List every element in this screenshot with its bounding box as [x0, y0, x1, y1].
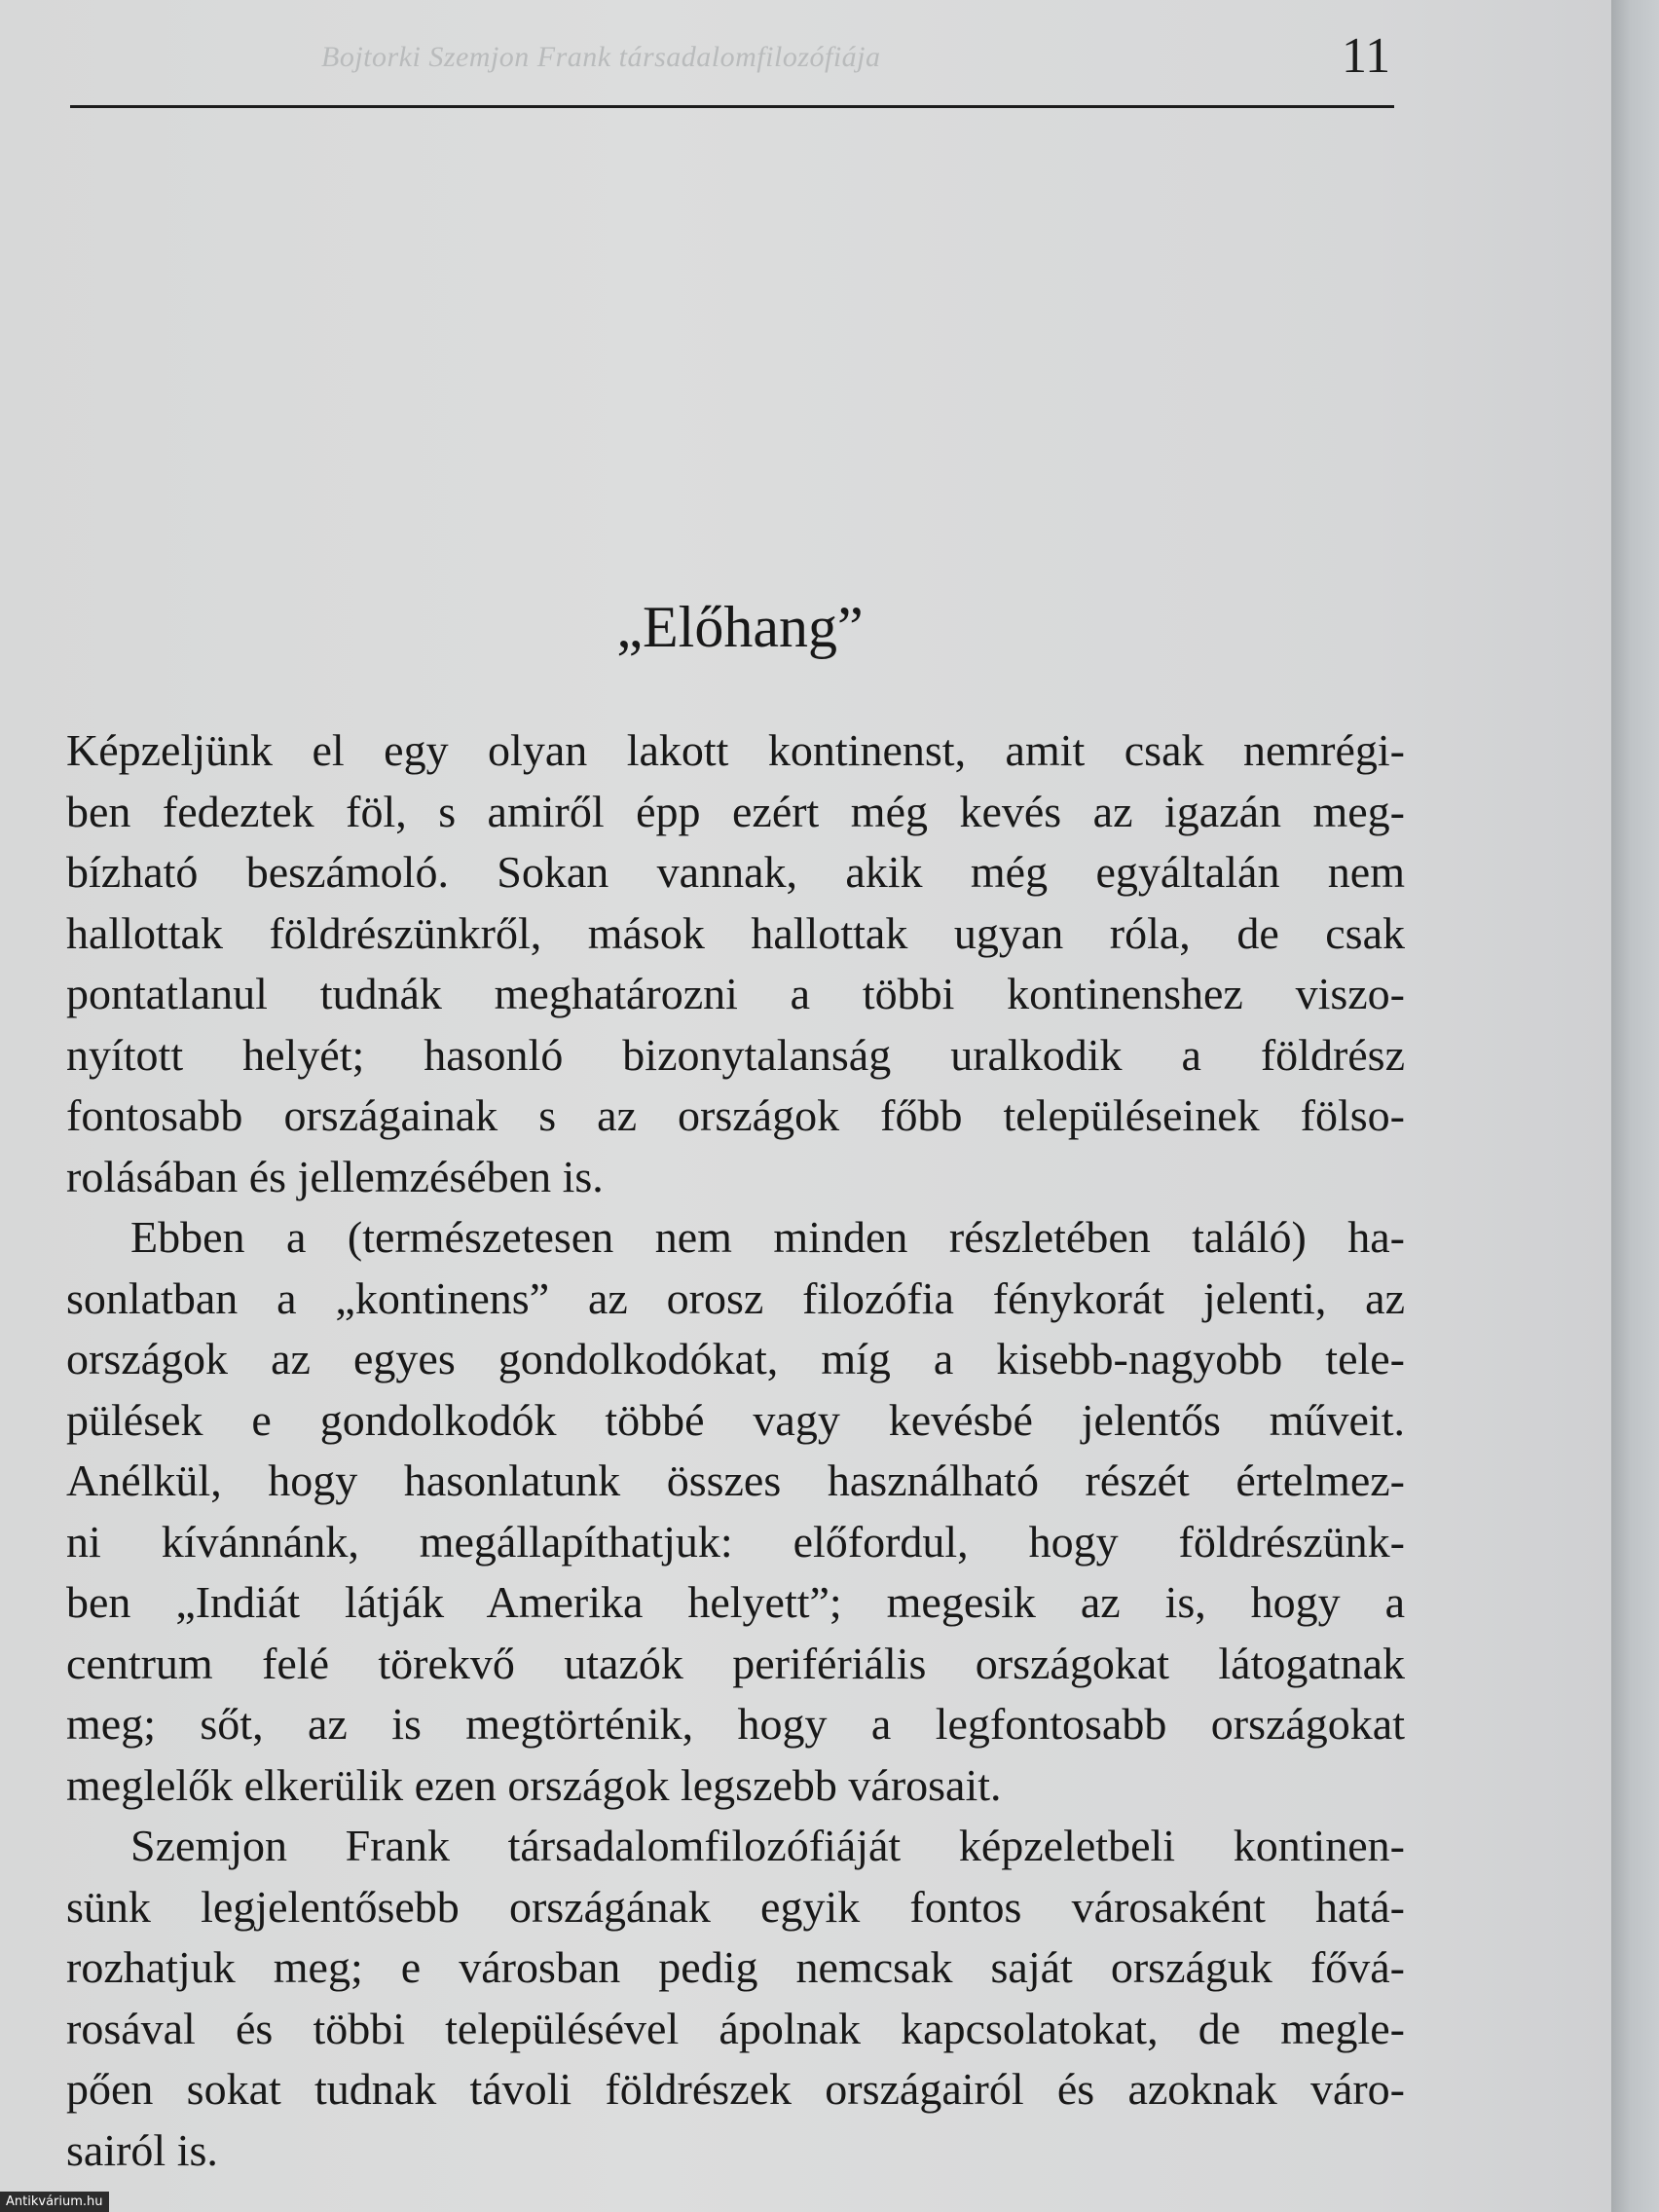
text-line: ben fedeztek föl, s amiről épp ezért még kevés az igazán meg-: [66, 786, 1405, 836]
watermark: Antikvárium.hu: [0, 2192, 109, 2212]
text-line: rozhatjuk meg; e városban pedig nemcsak saját országuk fővá-: [66, 1942, 1405, 1992]
paragraph-1: [66, 720, 1405, 1207]
body-text: [66, 720, 1405, 2181]
paragraph-2: [66, 1207, 1405, 1816]
text-line: meg; sőt, az is megtörténik, hogy a legfontosabb országokat: [66, 1699, 1405, 1749]
text-line: pően sokat tudnak távoli földrészek országairól és azoknak váro-: [66, 2064, 1405, 2114]
text-line: rolásában és jellemzésében is.: [66, 1151, 604, 1201]
text-line: rosával és többi településével ápolnak kapcsolatokat, de megle-: [66, 2003, 1405, 2053]
text-line: országok az egyes gondolkodókat, míg a kisebb-nagyobb tele-: [66, 1334, 1405, 1383]
text-line: ni kívánnánk, megállapíthatjuk: előfordul, hogy földrészünk-: [66, 1516, 1405, 1567]
text-line: bízható beszámoló. Sokan vannak, akik még egyáltalán nem: [66, 847, 1405, 897]
text-line: fontosabb országainak s az országok főbb településeinek fölso-: [66, 1090, 1405, 1140]
text-line: centrum felé törekvő utazók perifériális országokat látogatnak: [66, 1638, 1405, 1688]
text-line: meglelők elkerülik ezen országok legszebb városait.: [66, 1759, 1002, 1810]
chapter-title: „Előhang”: [616, 595, 864, 659]
text-line: sairól is.: [66, 2124, 218, 2175]
text-line: pontatlanul tudnák meghatározni a többi kontinenshez viszo-: [66, 969, 1405, 1018]
header-rule: [70, 105, 1394, 108]
text-line: Szemjon Frank társadalomfilozófiáját képzeletbeli kontinen-: [130, 1821, 1405, 1870]
page-number: 11: [1342, 28, 1391, 84]
text-line: hallottak földrészünkről, mások hallottak ugyan róla, de csak: [66, 907, 1405, 958]
text-line: Képzeljünk el egy olyan lakott kontinenst, amit csak nemrégi-: [66, 725, 1405, 775]
text-line: nyított helyét; hasonló bizonytalanság uralkodik a földrész: [66, 1029, 1405, 1080]
book-gutter: [1611, 0, 1659, 2212]
text-line: Anélkül, hogy hasonlatunk összes használható részét értelmez-: [66, 1456, 1405, 1505]
text-line: Ebben a (természetesen nem minden részletében találó) ha-: [130, 1212, 1405, 1262]
text-line: sonlatban a „kontinens” az orosz filozófia fénykorát jelenti, az: [66, 1272, 1405, 1323]
paragraph-3: [66, 1816, 1405, 2181]
text-line: pülések e gondolkodók többé vagy kevésbé jelentős műveit.: [66, 1394, 1405, 1445]
text-line: sünk legjelentősebb országának egyik fontos városaként hatá-: [66, 1881, 1405, 1932]
running-head: Bojtorki Szemjon Frank társadalomfilozófiája: [321, 41, 881, 73]
text-line: ben „Indiát látják Amerika helyett”; megesik az is, hogy a: [66, 1577, 1405, 1627]
